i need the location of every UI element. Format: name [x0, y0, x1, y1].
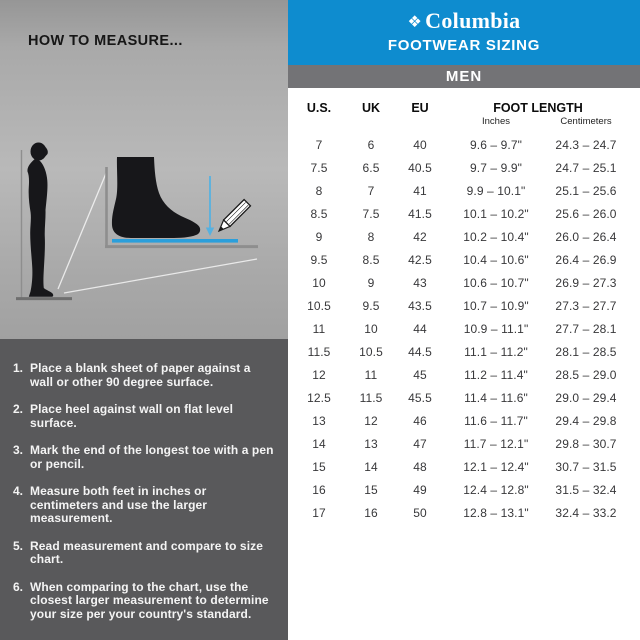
step-text: Measure both feet in inches or centimeters and use the larger measurement. — [30, 484, 208, 525]
cell-inches: 9.6 – 9.7" — [470, 137, 522, 152]
cell-uk: 8.5 — [362, 252, 380, 267]
col-header-us: U.S. — [306, 101, 332, 115]
instruction-step — [13, 581, 274, 622]
instruction-step — [13, 362, 274, 389]
how-to-measure-panel — [0, 0, 288, 640]
cell-us: 12 — [312, 367, 326, 382]
cell-us: 13 — [312, 414, 326, 429]
cell-us: 10 — [312, 275, 326, 290]
step-text: Place heel against wall on flat level surface. — [30, 402, 234, 430]
section-label-men: MEN — [288, 65, 640, 88]
cell-inches: 10.4 – 10.6" — [463, 252, 529, 267]
cell-us: 9 — [315, 229, 323, 244]
cell-centimeters: 28.1 – 28.5 — [555, 344, 617, 359]
cell-centimeters: 29.0 – 29.4 — [555, 391, 617, 406]
size-row — [288, 202, 640, 225]
step-number: 6. — [13, 579, 24, 594]
table-subheader-row — [288, 115, 640, 128]
brand-line — [288, 8, 640, 35]
step-number: 2. — [13, 402, 24, 416]
instruction-step — [13, 485, 274, 526]
size-row — [288, 156, 640, 179]
cell-us: 17 — [312, 506, 326, 521]
size-row — [288, 317, 640, 340]
cell-inches: 10.7 – 10.9" — [463, 298, 529, 313]
size-row — [288, 456, 640, 479]
step-number: 1. — [13, 361, 24, 375]
table-body — [288, 133, 640, 525]
cell-centimeters: 28.5 – 29.0 — [555, 367, 617, 382]
sizing-chart-panel — [288, 0, 640, 640]
cell-uk: 15 — [364, 483, 378, 498]
size-row — [288, 410, 640, 433]
size-row — [288, 133, 640, 156]
cell-uk: 13 — [364, 437, 378, 452]
cell-eu: 40.5 — [408, 160, 432, 175]
col-header-uk: UK — [361, 101, 381, 115]
cell-eu: 46 — [413, 414, 427, 429]
cell-eu: 50 — [413, 506, 427, 521]
cell-eu: 45 — [413, 367, 427, 382]
instruction-step — [13, 444, 274, 471]
cell-us: 7 — [315, 137, 323, 152]
cell-centimeters: 25.1 – 25.6 — [555, 183, 617, 198]
person-silhouette — [27, 143, 53, 297]
brand-header — [288, 0, 640, 65]
cell-eu: 47 — [413, 437, 427, 452]
cell-centimeters: 29.8 – 30.7 — [555, 437, 617, 452]
cell-uk: 8 — [367, 229, 375, 244]
cell-inches: 12.4 – 12.8" — [463, 483, 529, 498]
cell-inches: 12.8 – 13.1" — [463, 506, 529, 521]
cell-uk: 16 — [364, 506, 378, 521]
cell-inches: 10.1 – 10.2" — [463, 206, 529, 221]
brand-name: Columbia — [425, 8, 521, 33]
size-row — [288, 502, 640, 525]
cell-eu: 43.5 — [408, 298, 432, 313]
size-row — [288, 248, 640, 271]
cell-inches: 11.4 – 11.6" — [464, 391, 528, 406]
cell-inches: 11.1 – 11.2" — [464, 344, 528, 359]
cell-centimeters: 31.5 – 32.4 — [555, 483, 617, 498]
cell-centimeters: 26.0 – 26.4 — [555, 229, 617, 244]
cell-inches: 11.6 – 11.7" — [464, 414, 528, 429]
size-row — [288, 479, 640, 502]
cell-us: 9.5 — [310, 252, 328, 267]
size-row — [288, 433, 640, 456]
cell-inches: 10.2 – 10.4" — [463, 229, 529, 244]
cell-centimeters: 27.7 – 28.1 — [555, 321, 617, 336]
cell-eu: 44.5 — [408, 344, 432, 359]
cell-centimeters: 32.4 – 33.2 — [555, 506, 617, 521]
cell-inches: 10.6 – 10.7" — [463, 275, 529, 290]
step-number: 4. — [13, 484, 24, 498]
cell-eu: 41.5 — [408, 206, 432, 221]
cell-us: 7.5 — [310, 160, 328, 175]
cell-eu: 45.5 — [408, 391, 432, 406]
cell-centimeters: 24.3 – 24.7 — [555, 137, 617, 152]
cell-centimeters: 24.7 – 25.1 — [555, 160, 617, 175]
cell-centimeters: 30.7 – 31.5 — [555, 460, 617, 475]
how-to-measure-title: HOW TO MEASURE... — [28, 33, 183, 49]
step-text: Mark the end of the longest toe with a pen or pencil. — [30, 443, 274, 471]
subcol-header-centimeters: Centimeters — [560, 116, 612, 127]
measure-illustration-area — [0, 0, 288, 339]
zoom-connector-line — [64, 259, 257, 293]
cell-eu: 40 — [413, 137, 427, 152]
cell-eu: 48 — [413, 460, 427, 475]
cell-centimeters: 27.3 – 27.7 — [555, 298, 617, 313]
cell-us: 15 — [312, 460, 326, 475]
subcol-header-inches: Inches — [482, 116, 510, 127]
size-row — [288, 294, 640, 317]
cell-centimeters: 25.6 – 26.0 — [555, 206, 617, 221]
cell-eu: 43 — [413, 275, 427, 290]
columbia-diamond-icon: ❖ — [407, 12, 423, 31]
cell-centimeters: 26.4 – 26.9 — [555, 252, 617, 267]
step-text: Place a blank sheet of paper against a wall or other 90 degree surface. — [30, 361, 251, 389]
cell-inches: 12.1 – 12.4" — [463, 460, 529, 475]
zoom-connector-line — [58, 171, 107, 289]
cell-eu: 41 — [413, 183, 427, 198]
cell-inches: 11.2 – 11.4" — [464, 367, 528, 382]
cell-inches: 11.7 – 12.1" — [463, 437, 529, 452]
cell-uk: 7.5 — [362, 206, 380, 221]
size-row — [288, 387, 640, 410]
size-row — [288, 271, 640, 294]
col-header-eu: EU — [411, 101, 429, 115]
cell-us: 12.5 — [307, 391, 331, 406]
foot-silhouette — [112, 157, 200, 238]
cell-us: 11 — [312, 321, 326, 336]
cell-uk: 10.5 — [359, 344, 383, 359]
cell-uk: 10 — [364, 321, 378, 336]
measurement-instructions — [0, 339, 288, 640]
chart-title: FOOTWEAR SIZING — [387, 37, 541, 54]
cell-us: 16 — [312, 483, 326, 498]
instruction-step — [13, 403, 274, 430]
paper-strip — [112, 239, 238, 243]
measure-arrow-icon — [206, 228, 214, 237]
size-row — [288, 225, 640, 248]
cell-us: 14 — [312, 437, 326, 452]
cell-uk: 12 — [364, 414, 378, 429]
cell-us: 10.5 — [307, 298, 331, 313]
step-text: When comparing to the chart, use the closest larger measurement to determine your size per your country's standard. — [30, 579, 269, 621]
cell-centimeters: 26.9 – 27.3 — [555, 275, 617, 290]
cell-uk: 6.5 — [362, 160, 380, 175]
cell-us: 8 — [315, 183, 323, 198]
cell-uk: 11 — [364, 367, 378, 382]
measurement-illustration — [0, 0, 288, 339]
cell-uk: 6 — [367, 137, 375, 152]
cell-uk: 7 — [367, 183, 375, 198]
size-row — [288, 340, 640, 363]
cell-uk: 9.5 — [362, 298, 380, 313]
step-number: 5. — [13, 538, 24, 553]
cell-inches: 10.9 – 11.1" — [463, 321, 529, 336]
col-header-foot-length: FOOT LENGTH — [493, 101, 583, 115]
cell-uk: 11.5 — [359, 391, 383, 406]
cell-us: 11.5 — [307, 344, 331, 359]
step-number: 3. — [13, 443, 24, 457]
cell-inches: 9.9 – 10.1" — [466, 183, 526, 198]
cell-eu: 42.5 — [408, 252, 432, 267]
cell-inches: 9.7 – 9.9" — [470, 160, 522, 175]
cell-eu: 49 — [413, 483, 427, 498]
pencil-icon — [216, 200, 251, 235]
cell-uk: 14 — [364, 460, 378, 475]
cell-centimeters: 29.4 – 29.8 — [555, 414, 617, 429]
cell-uk: 9 — [367, 275, 375, 290]
cell-eu: 42 — [413, 229, 427, 244]
mens-size-table — [288, 88, 640, 525]
size-row — [288, 179, 640, 202]
step-text: Read measurement and compare to size chart. — [30, 538, 264, 566]
cell-eu: 44 — [413, 321, 427, 336]
table-header-row — [288, 88, 640, 115]
cell-us: 8.5 — [310, 206, 328, 221]
instruction-step — [13, 540, 274, 567]
size-row — [288, 363, 640, 386]
